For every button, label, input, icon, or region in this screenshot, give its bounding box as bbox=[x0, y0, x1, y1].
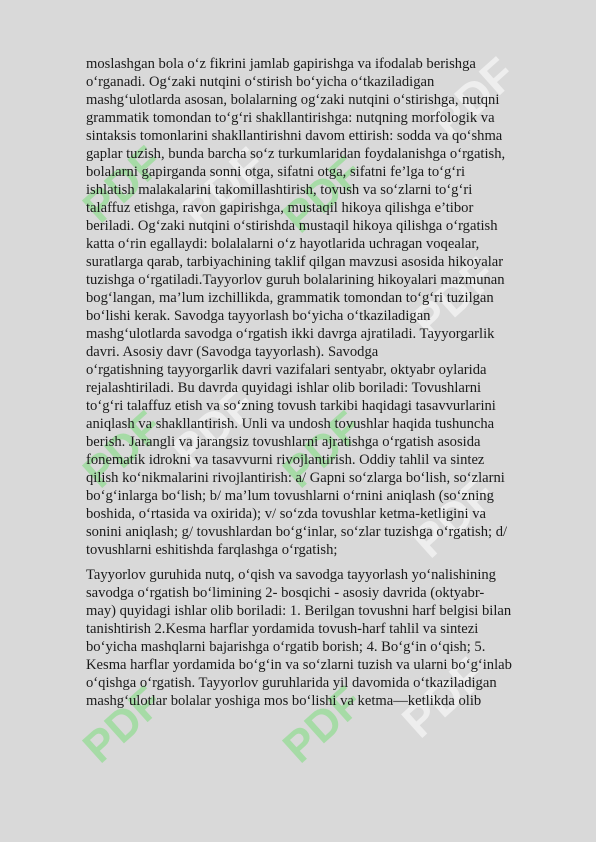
text-line: suratlarga qarab, tarbiyachining taklif qilgan mavzusi asosida hikoyalar bbox=[86, 254, 504, 270]
text-line: Tayyorlov guruhida nutq, o‘qish va savodga tayyorlash yo‘nalishining bbox=[86, 567, 496, 583]
text-line: tovushlarni eshitishda farqlashga o‘rgatish; bbox=[86, 542, 338, 558]
text-line: ishlatish malakalarini takomillashtirish, tovush va so‘zlarni to‘g‘ri bbox=[86, 182, 473, 198]
text-line: mashg‘ulotlarda savodga o‘rgatish ikki davrga ajratiladi. Tayyorgarlik bbox=[86, 326, 495, 342]
text-line: berish. Jarangli va jarangsiz tovushlarni ajratishga o‘rgatish asosida bbox=[86, 434, 481, 450]
watermark-green-3: PDF bbox=[73, 402, 173, 498]
watermark-faded-3: PDF bbox=[401, 467, 506, 568]
watermark-green-1: PDF bbox=[73, 137, 173, 233]
text-line: bo‘yicha mashqlarni bajarishga o‘rgatib borish; 4. Bo‘g‘in o‘qish; 5. bbox=[86, 639, 486, 655]
text-line: moslashgan bola o‘z fikrini jamlab gapirishga va ifodalab berishga bbox=[86, 56, 476, 72]
watermark-faded-1: PDF bbox=[421, 47, 526, 148]
watermark-green-2: PDF bbox=[273, 147, 373, 243]
text-line: bolalarni gapirganda sonni otga, sifatni otga, sifatni fe’lga to‘g‘ri bbox=[86, 164, 466, 180]
watermark-faded-6: PDF bbox=[161, 377, 266, 478]
watermark-faded-2: PDF bbox=[401, 247, 506, 348]
text-line: gaplar tuzish, bunda barcha so‘z turkumlaridan foydalanishga o‘rgatish, bbox=[86, 146, 506, 162]
text-line: o‘qishga o‘rgatish. Tayyorlov guruhlarida yil davomida o‘tkaziladigan bbox=[86, 675, 497, 691]
text-line: qilish ko‘nikmalarini rivojlantirish: a/ Gapni so‘zlarga bo‘lish, so‘zlarni bbox=[86, 470, 505, 486]
paragraph-spacer bbox=[86, 559, 556, 566]
text-line: davri. Asosiy davr (Savodga tayyorlash). Savodga bbox=[86, 344, 379, 360]
watermark-green-5: PDF bbox=[73, 677, 173, 773]
document-body bbox=[86, 55, 556, 710]
text-line: o‘rgatishning tayyorgarlik davri vazifalari sentyabr, oktyabr oylarida bbox=[86, 362, 487, 378]
text-line: sonini aniqlash; g/ tovushlardan bo‘g‘inlar, so‘zlar tuzishga o‘rgatish; d/ bbox=[86, 524, 508, 540]
text-line: boshida, o‘rtasida va oxirida); v/ so‘zda tovushlar ketma-ketligini va bbox=[86, 506, 487, 522]
text-line: tuzishga o‘rgatiladi.Tayyorlov guruh bolalarining hikoyalari mazmunan bbox=[86, 272, 505, 288]
watermark-faded-4: PDF bbox=[391, 647, 496, 748]
text-line: beriladi. Og‘zaki nutqini o‘stirishda mustaqil hikoya qilishga o‘rgatish bbox=[86, 218, 498, 234]
text-line: bo‘lishi kerak. Savodga tayyorlash bo‘yicha o‘tkaziladigan bbox=[86, 308, 431, 324]
paragraph-2 bbox=[86, 566, 556, 710]
paragraph-1 bbox=[86, 55, 556, 559]
text-line: fonematik idrokni va tasavvurni rivojlantirish. Oddiy tahlil va sintez bbox=[86, 452, 485, 468]
text-line: mashg‘ulotlar bolalar yoshiga mos bo‘lishi va ketma—ketlikda olib bbox=[86, 693, 482, 709]
text-line: to‘g‘ri talaffuz etish va so‘zning tovush tarkibi haqidagi tasavvurlarini bbox=[86, 398, 496, 414]
text-line: savodga o‘rgatish bo‘limining 2- bosqichi - asosiy davrida (oktyabr- bbox=[86, 585, 485, 601]
text-line: talaffuz etishga, ravon gapirishga, mustaqil hikoya qilishga e’tibor bbox=[86, 200, 474, 216]
text-line: grammatik tomondan to‘g‘ri shakllantirishga: nutqning morfologik va bbox=[86, 110, 495, 126]
watermark-green-4: PDF bbox=[273, 402, 373, 498]
text-line: katta o‘rin egallaydi: bolalalarni o‘z hayotlarida uchragan voqealar, bbox=[86, 236, 480, 252]
text-line: bo‘g‘inlarga bo‘lish; b/ ma’lum tovushlarni o‘rnini aniqlash (so‘zning bbox=[86, 488, 494, 504]
text-line: aniqlash va shakllantirish. Unli va undosh tovushlar haqida tushuncha bbox=[86, 416, 495, 432]
text-line: o‘rganadi. Og‘zaki nutqini o‘stirish bo‘yicha o‘tkaziladigan bbox=[86, 74, 435, 90]
watermark-faded-5: PDF bbox=[171, 137, 276, 238]
text-line: bog‘langan, ma’lum izchillikda, grammatik tomondan to‘g‘ri tuzilgan bbox=[86, 290, 494, 306]
text-line: rejalashtiriladi. Bu davrda quyidagi ishlar olib boriladi: Tovushlarni bbox=[86, 380, 482, 396]
text-line: tanishtirish 2.Kesma harflar yordamida tovush-harf tahlil va sintezi bbox=[86, 621, 479, 637]
watermark-green-6: PDF bbox=[273, 677, 373, 773]
text-line: may) quyidagi ishlar olib boriladi: 1. Berilgan tovushni harf belgisi bilan bbox=[86, 603, 512, 619]
text-line: mashg‘ulotlarda asosan, bolalarning og‘zaki nutqini o‘stirishga, nutqni bbox=[86, 92, 500, 108]
text-line: Kesma harflar yordamida bo‘g‘in va so‘zlarni tuzish va ularni bo‘g‘inlab bbox=[86, 657, 512, 673]
text-line: sintaksis tomonlarini shakllantirishni davom ettirish: sodda va qo‘shma bbox=[86, 128, 503, 144]
